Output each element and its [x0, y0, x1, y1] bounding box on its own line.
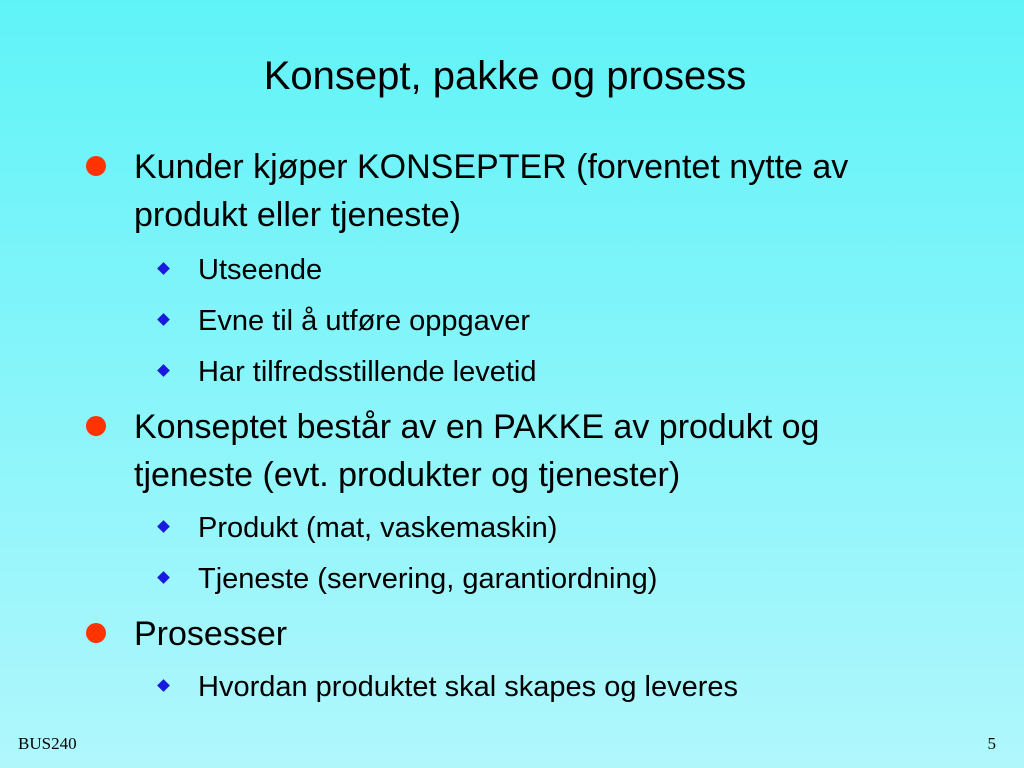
bullet-2-text: Konseptet består av en PAKKE av produkt og tjeneste (evt. produkter og tjenester)	[134, 408, 820, 494]
slide-title: Konsept, pakke og prosess	[263, 54, 747, 98]
bullet-3-text: Prosesser	[134, 615, 288, 653]
bullet-2	[134, 403, 904, 499]
sub-bullet-1-1-text: Utseende	[198, 254, 323, 286]
sub-bullet-2-2	[198, 559, 918, 599]
sub-bullet-2-1-text: Produkt (mat, vaskemaskin)	[198, 512, 558, 544]
sub-bullet-3-1-text: Hvordan produktet skal skapes og leveres	[198, 671, 739, 703]
footer-page-number: 5	[987, 734, 996, 753]
sub-bullet-1-2	[198, 301, 918, 341]
diamond-bullet-icon	[157, 520, 170, 533]
bullet-3	[134, 610, 904, 658]
diamond-bullet-icon	[157, 364, 170, 377]
sub-bullet-3-1	[198, 667, 918, 707]
footer-course-label: BUS240	[18, 734, 77, 753]
sub-bullet-1-3	[198, 352, 918, 392]
bullet-dot-icon	[86, 156, 106, 176]
diamond-bullet-icon	[157, 571, 170, 584]
diamond-bullet-icon	[157, 313, 170, 326]
bullet-dot-icon	[86, 623, 106, 643]
diamond-bullet-icon	[157, 679, 170, 692]
diamond-bullet-icon	[157, 262, 170, 275]
bullet-1-text: Kunder kjøper KONSEPTER (forventet nytte av produkt eller tjeneste)	[134, 148, 849, 234]
sub-bullet-1-1	[198, 250, 918, 290]
sub-bullet-1-2-text: Evne til å utføre oppgaver	[198, 305, 531, 337]
sub-bullet-1-3-text: Har tilfredsstillende levetid	[198, 356, 537, 388]
bullet-1	[134, 143, 904, 239]
bullet-dot-icon	[86, 416, 106, 436]
sub-bullet-2-1	[198, 508, 918, 548]
sub-bullet-2-2-text: Tjeneste (servering, garantiordning)	[198, 563, 658, 595]
